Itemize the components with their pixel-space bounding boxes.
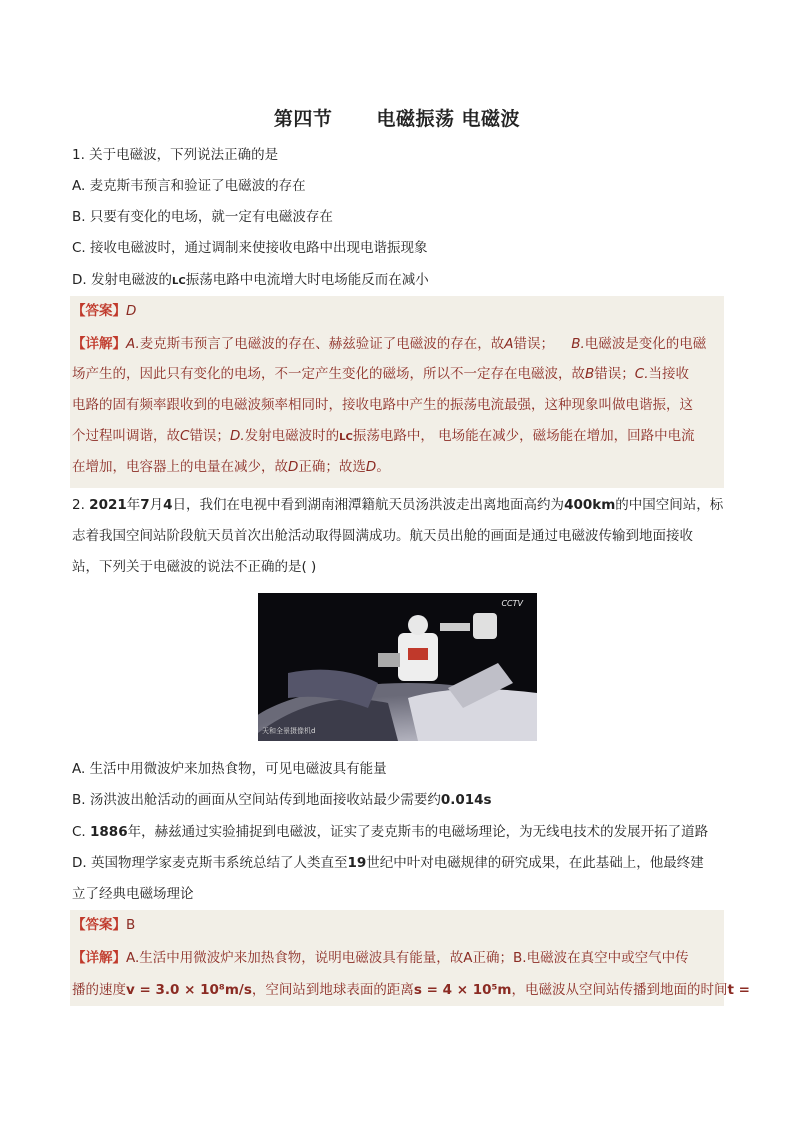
q1-option-a: A. 麦克斯韦预言和验证了电磁波的存在 (72, 178, 306, 194)
q1-option-b: B. 只要有变化的电场，就一定有电磁波存在 (72, 209, 333, 225)
q1-detail-line-3: 电路的固有频率跟收到的电磁波频率相同时，接收电路中产生的振荡电流最强，这种现象叫做电谐振，这 (72, 397, 693, 413)
q1-option-d: D. 发射电磁波的LC振荡电路中电流增大时电场能反而在减小 (72, 272, 429, 288)
section-number: 第四节 (273, 108, 333, 130)
q1-answer-box (70, 296, 724, 488)
q2-option-a: A. 生活中用微波炉来加热食物，可见电磁波具有能量 (72, 761, 387, 777)
q2-answer-box (70, 910, 750, 1006)
q2-option-b: B. 汤洪波出舱活动的画面从空间站传到地面接收站最少需要约0.014s (72, 792, 492, 808)
q1-detail-line-4: 个过程叫调谐，故C错误；D.发射电磁波时的LC振荡电路中， 电场能在减少，磁场能在增加，回路中电流 (72, 428, 695, 444)
q2-stem-line-3: 站，下列关于电磁波的说法不正确的是( ) (72, 559, 317, 575)
section-topic: 电磁振荡 电磁波 (376, 108, 521, 130)
spacewalk-photo-graphic (258, 593, 537, 741)
q2-stem-line-2: 志着我国空间站阶段航天员首次出舱活动取得圆满成功。航天员出舱的画面是通过电磁波传输到地面接收 (72, 528, 693, 544)
q2-detail-line-2: 播的速度v = 3.0 × 10⁸m/s，空间站到地球表面的距离s = 4 × 10⁵m，电磁波从空间站传播到地面的时间t = (72, 982, 750, 998)
q1-option-c: C. 接收电磁波时，通过调制来使接收电路中出现电谐振现象 (72, 240, 428, 256)
q2-option-d: D. 英国物理学家麦克斯韦系统总结了人类直至19世纪中叶对电磁规律的研究成果，在此基础上，他最终建 (72, 855, 704, 871)
q1-answer: 【答案】D (72, 303, 137, 319)
q2-answer: 【答案】B (72, 917, 136, 933)
q2-option-c: C. 1886年，赫兹通过实验捕捉到电磁波，证实了麦克斯韦的电磁场理论，为无线电技术的发展开拓了道路 (72, 824, 709, 840)
q1-stem: 1. 关于电磁波，下列说法正确的是 (72, 147, 279, 163)
q1-detail-line-1: 【详解】A.麦克斯韦预言了电磁波的存在、赫兹验证了电磁波的存在，故A错误； B.电磁波是变化的电磁 (72, 336, 707, 352)
tv-logo: CCTV (501, 599, 523, 608)
q1-detail-line-2: 场产生的，因此只有变化的电场，不一定产生变化的磁场，所以不一定存在电磁波，故B错误；C.当接收 (72, 366, 689, 382)
section-title (0, 104, 794, 131)
spacewalk-photo (258, 593, 537, 741)
q2-detail-line-1: 【详解】A.生活中用微波炉来加热食物，说明电磁波具有能量，故A正确；B.电磁波在真空中或空气中传 (72, 950, 689, 966)
q2-option-d-line-2: 立了经典电磁场理论 (72, 886, 194, 902)
q2-stem-line-1: 2. 2021年7月4日，我们在电视中看到湖南湘潭籍航天员汤洪波走出离地面高约为400km的中国空间站，标 (72, 497, 724, 513)
photo-caption: 天和全景摄像机d (262, 727, 316, 735)
q1-detail-line-5: 在增加，电容器上的电量在减少，故D正确；故选D。 (72, 459, 390, 475)
